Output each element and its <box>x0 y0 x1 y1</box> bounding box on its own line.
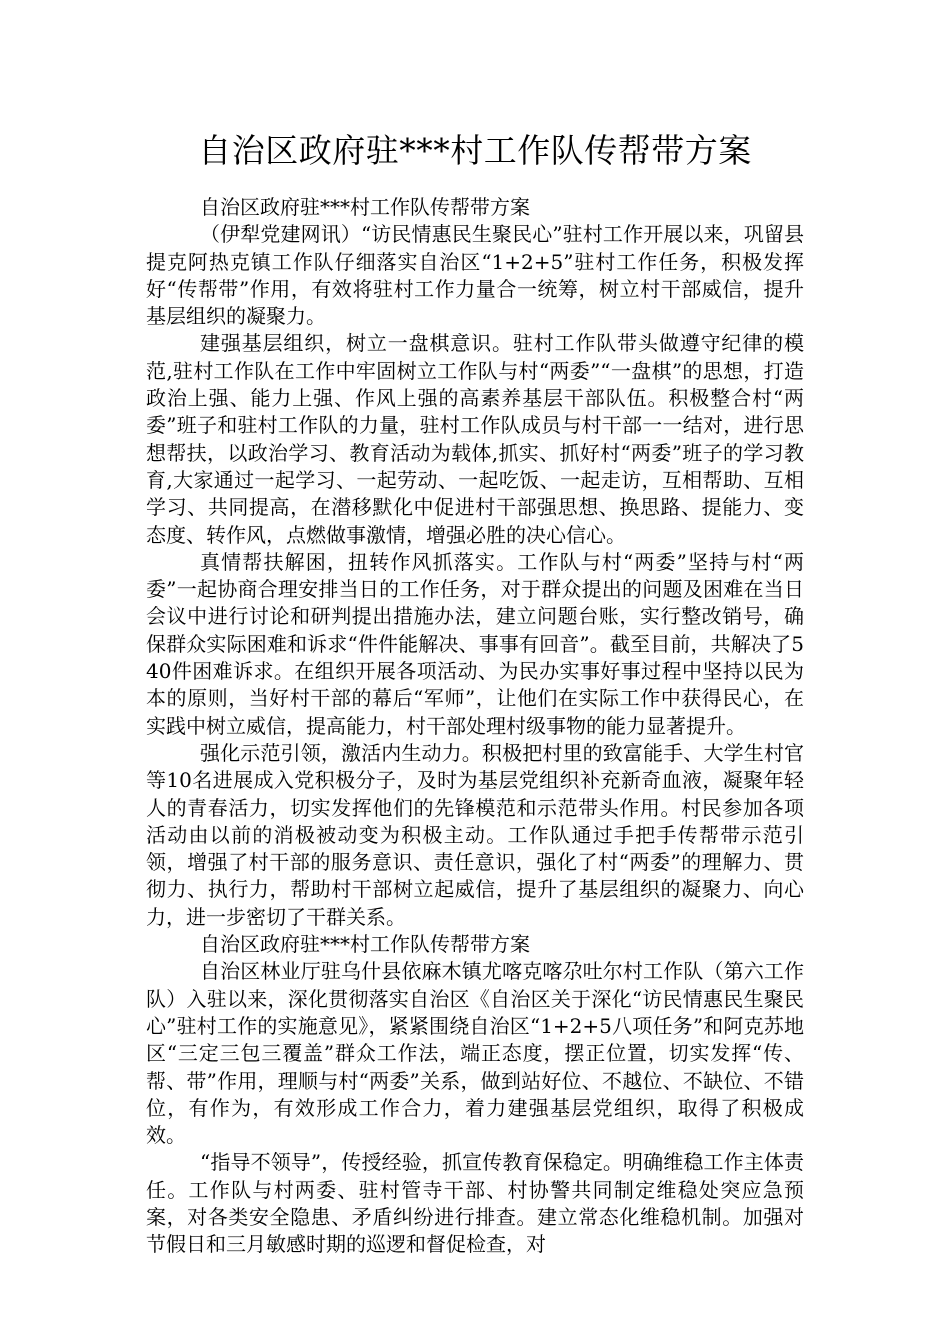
document-body <box>146 194 804 1259</box>
paragraph: 强化示范引领，激活内生动力。积极把村里的致富能手、大学生村官等10名进展成入党积极分子，及时为基层党组织补充新奇血液，凝聚年轻人的青春活力，切实发挥他们的先锋模范和示范带头作用。村民参加各项活动由以前的消极被动变为积极主动。工作队通过手把手传帮带示范引领，增强了村干部的服务意识、责任意识，强化了村“两委”的理解力、贯彻力、执行力，帮助村干部树立起威信，提升了基层组织的凝聚力、向心力，进一步密切了干群关系。 <box>146 740 804 929</box>
paragraph: （伊犁党建网讯）“访民情惠民生聚民心”驻村工作开展以来，巩留县提克阿热克镇工作队仔细落实自治区“1+2+5”驻村工作任务，积极发挥好“传帮带”作用，有效将驻村工作力量合一统筹，树立村干部威信，提升基层组织的凝聚力。 <box>146 222 804 329</box>
paragraph: 自治区林业厅驻乌什县依麻木镇尤喀克喀尕吐尔村工作队（第六工作队）入驻以来，深化贯彻落实自治区《自治区关于深化“访民情惠民生聚民心”驻村工作的实施意见》，紧紧围绕自治区“1+2+5八项任务”和阿克苏地区“三定三包三覆盖”群众工作法，端正态度，摆正位置，切实发挥“传、帮、带”作用，理顺与村“两委”关系，做到站好位、不越位、不缺位、不错位，有作为，有效形成工作合力，着力建强基层党组织，取得了积极成效。 <box>146 959 804 1148</box>
paragraph: “指导不领导”，传授经验，抓宣传教育保稳定。明确维稳工作主体责任。工作队与村两委、驻村管寺干部、村协警共同制定维稳处突应急预案，对各类安全隐患、矛盾纠纷进行排查。建立常态化维稳机制。加强对节假日和三月敏感时期的巡逻和督促检查，对 <box>146 1150 804 1257</box>
paragraph-subtitle: 自治区政府驻***村工作队传帮带方案 <box>200 195 530 219</box>
paragraph: 真情帮扶解困，扭转作风抓落实。工作队与村“两委”坚持与村“两委”一起协商合理安排当日的工作任务，对于群众提出的问题及困难在当日会议中进行讨论和研判提出措施办法，建立问题台账，实行整改销号，确保群众实际困难和诉求“件件能解决、事事有回音”。截至目前，共解决了540件困难诉求。在组织开展各项活动、为民办实事好事过程中坚持以民为本的原则，当好村干部的幕后“军师”，让他们在实际工作中获得民心，在实践中树立威信，提高能力，村干部处理村级事物的能力显著提升。 <box>146 549 804 738</box>
document-title: 自治区政府驻***村工作队传帮带方案 <box>198 131 752 170</box>
paragraph-subtitle: 自治区政府驻***村工作队传帮带方案 <box>200 932 530 957</box>
paragraph: 建强基层组织，树立一盘棋意识。驻村工作队带头做遵守纪律的模范,驻村工作队在工作中牢固树立工作队与村“两委”“一盘棋”的思想，打造政治上强、能力上强、作风上强的高素养基层干部队伍。积极整合村“两委”班子和驻村工作队的力量，驻村工作队成员与村干部一一结对，进行思想帮扶，以政治学习、教育活动为载体,抓实、抓好村“两委”班子的学习教育,大家通过一起学习、一起劳动、一起吃饭、一起走访，互相帮助、互相学习、共同提高，在潜移默化中促进村干部强思想、换思路、提能力、变态度、转作风，点燃做事激情，增强必胜的决心信心。 <box>146 331 804 547</box>
